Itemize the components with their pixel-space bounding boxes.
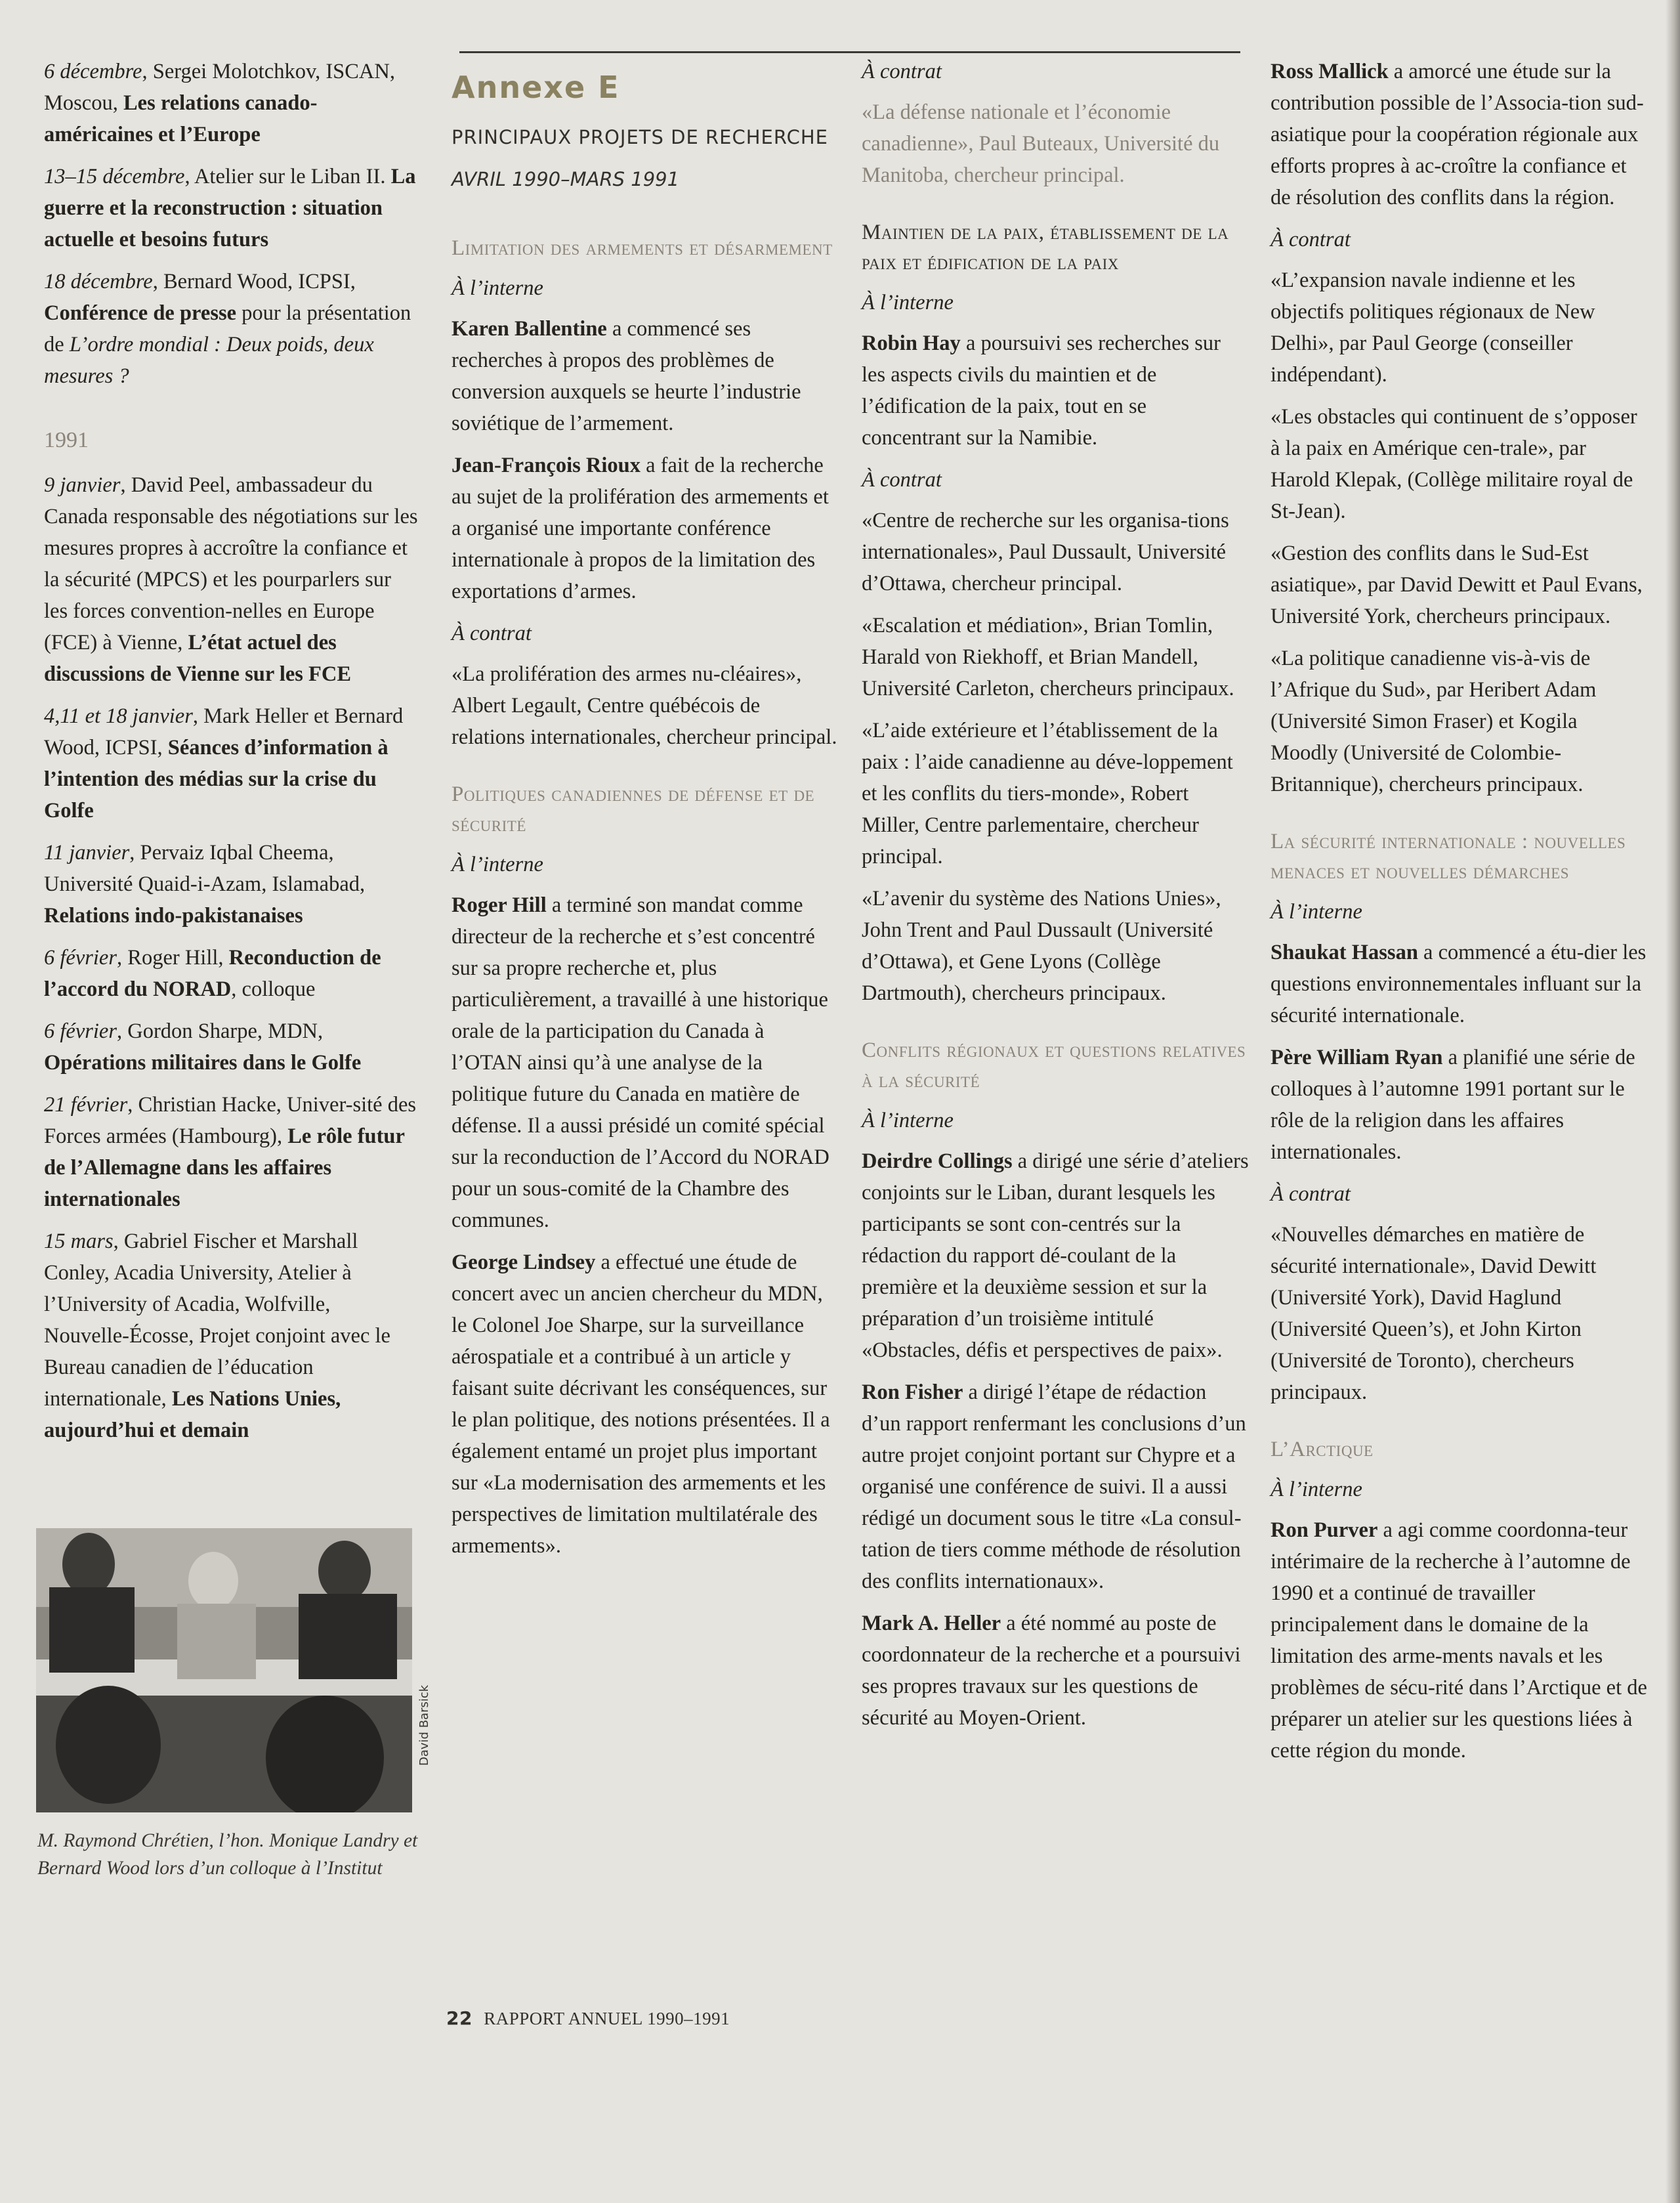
top-rule	[459, 51, 1240, 53]
entry-bold-text: Opérations militaires dans le Golfe	[44, 1051, 362, 1075]
entry-italic-text: 13–15 décembre	[44, 165, 185, 188]
entry-paragraph	[44, 266, 418, 392]
entry-bold-text: Les relations canado-américaines et l’Europe	[44, 91, 318, 146]
entry-paragraph	[1270, 56, 1650, 213]
entry-bold-text: Séances d’information à l’intention des médias sur la crise du Golfe	[44, 736, 388, 823]
entry-text: «La défense nationale et l’économie canadienne», Paul Buteaux, Université du Manitoba, chercheur principal.	[862, 100, 1220, 187]
entry-paragraph	[44, 837, 418, 931]
entry-paragraph	[452, 313, 837, 439]
entry-bold-text: Le rôle futur de l’Allemagne dans les affaires internationales	[44, 1124, 405, 1211]
entry-text: a commencé ses recherches à propos des problèmes de conversion auxquels se heurte l’industrie soviétique de l’armement.	[452, 317, 801, 435]
section-heading: Maintien de la paix, établissement de la paix et édification de la paix	[862, 221, 1229, 274]
annexe-subtitle: PRINCIPAUX PROJETS DE RECHERCHE	[452, 126, 828, 148]
footer-text: RAPPORT ANNUEL 1990–1991	[484, 2009, 730, 2028]
entry-text: , Pervaiz Iqbal Cheema, Université Quaid-i-Azam, Islamabad,	[44, 841, 366, 896]
entry-italic-text: 9 janvier	[44, 473, 121, 497]
entry-paragraph	[44, 1089, 418, 1215]
entry-paragraph	[44, 700, 418, 826]
entry-text: «Nouvelles démarches en matière de sécurité internationale», David Dewitt (Université York), David Haglund (Université Queen’s), et John Kirton (Université de Toronto), chercheurs principaux.	[1270, 1223, 1597, 1404]
entry-bold-text: Robin Hay	[862, 332, 961, 355]
entry-paragraph	[44, 1226, 418, 1446]
section-heading: Limitation des armements et désarmement	[452, 236, 833, 260]
column-events	[44, 56, 418, 1457]
entry-text: , Roger Hill,	[117, 946, 229, 970]
photo-credit: David Barsick	[417, 1684, 431, 1766]
entry-paragraph	[1270, 1514, 1650, 1766]
entry-text: «La politique canadienne vis-à-vis de l’Afrique du Sud», par Heribert Adam (Université Simon Fraser) et Kogila Moodly (Université de Colombie-Britannique), chercheurs principaux.	[1270, 647, 1597, 796]
entry-text: , Christian Hacke, Univer-sité des Forces armées (Hambourg),	[44, 1093, 417, 1148]
entry-text: «Les obstacles qui continuent de s’opposer à la paix en Amérique cen-trale», par Harold Klepak, (Collège militaire royal de St-Jean).	[1270, 405, 1637, 523]
subsection-label: À l’interne	[452, 276, 543, 300]
entry-text: a dirigé l’étape de rédaction d’un rapport renfermant les conclusions d’un autre projet conjoint portant sur Chypre et a organisé une conférence de suivi. Il a aussi rédigé un document sous le titre «La consul-tation de tiers comme méthode de résolution des conflits internationaux».	[862, 1380, 1246, 1593]
entry-bold-text: Reconduction de l’accord du NORAD	[44, 946, 381, 1001]
entry-paragraph	[44, 1016, 418, 1079]
entry-text: pour la présentation de	[44, 301, 411, 356]
subsection-label: À l’interne	[452, 853, 543, 876]
annexe-title: Annexe E	[452, 70, 620, 105]
entry-bold-text: Ron Purver	[1270, 1518, 1378, 1542]
entry-paragraph	[452, 889, 837, 1236]
section-heading: Conflits régionaux et questions relatives à la sécurité	[862, 1038, 1246, 1092]
entry-paragraph	[1270, 401, 1650, 527]
entry-paragraph	[862, 715, 1249, 872]
section-heading: Politiques canadiennes de défense et de sécurité	[452, 782, 815, 836]
entry-italic-text: 4,11 et 18 janvier	[44, 704, 193, 728]
entry-text: a dirigé une série d’ateliers conjoints sur le Liban, durant lesquels les participants se sont con-centrés sur la rédaction du rapport dé-coulant de la première et la deuxième session et sur la préparation d’un troisième intitulé «Obstacles, défis et perspectives de paix».	[862, 1149, 1249, 1362]
entry-italic-text: 6 février	[44, 946, 117, 970]
entry-paragraph	[1270, 937, 1650, 1031]
entry-paragraph	[1270, 1219, 1650, 1408]
entry-paragraph	[452, 1247, 837, 1562]
entry-bold-text: Père William Ryan	[1270, 1046, 1443, 1069]
entry-paragraph	[862, 96, 1249, 191]
entry-text: , Mark Heller et Bernard Wood, ICPSI,	[44, 704, 404, 759]
entry-paragraph	[862, 1145, 1249, 1366]
subsection-label: À l’interne	[862, 291, 954, 314]
entry-paragraph	[44, 469, 418, 690]
subsection-label: À contrat	[862, 468, 942, 492]
entry-italic-text: 15 mars	[44, 1230, 114, 1253]
entry-paragraph	[862, 610, 1249, 704]
subsection-label: À contrat	[452, 622, 532, 645]
entry-italic-text: 6 février	[44, 1019, 117, 1043]
entry-italic-text: L’ordre mondial : Deux poids, deux mesures ?	[44, 333, 374, 388]
entry-paragraph	[44, 161, 418, 255]
year-heading: 1991	[44, 428, 89, 452]
page-footer	[446, 2007, 730, 2029]
annexe-date: AVRIL 1990–MARS 1991	[452, 168, 680, 190]
entry-italic-text: 6 décembre	[44, 60, 142, 83]
entry-text: a terminé son mandat comme directeur de la recherche et s’est concentré sur sa propre recherche et, plus particulièrement, a travaillé à une historique orale de la participation du Canada à l’OTAN ainsi qu’à une analyse de la politique future du Canada en matière de défense. Il a aussi présidé un comité spécial sur la reconduction de l’Accord du NORAD pour un sous-comité de la Chambre des communes.	[452, 893, 830, 1232]
entry-paragraph	[1270, 643, 1650, 800]
entry-text: «La prolifération des armes nu-cléaires», Albert Legault, Centre québécois de relations internationales, chercheur principal.	[452, 662, 837, 749]
entry-text: «L’avenir du système des Nations Unies», John Trent and Paul Dussault (Université d’Ottawa), et Gene Lyons (Collège Dartmouth), chercheurs principaux.	[862, 887, 1221, 1005]
entry-text: , David Peel, ambassadeur du Canada responsable des négotiations sur les mesures propres à accroître la confiance et la sécurité (MPCS) et les pourparlers sur les forces convention-nelles en Europe (FCE) à Vienne,	[44, 473, 418, 654]
entry-paragraph	[862, 1377, 1249, 1597]
entry-bold-text: Mark A. Heller	[862, 1612, 1001, 1635]
entry-paragraph	[44, 56, 418, 150]
entry-paragraph	[862, 883, 1249, 1009]
subsection-label: À l’interne	[862, 1109, 954, 1132]
entry-paragraph	[452, 450, 837, 607]
entry-text: , Sergei Molotchkov, ISCAN, Moscou,	[44, 60, 395, 115]
entry-text: «L’expansion navale indienne et les objectifs politiques régionaux de New Delhi», par Paul George (conseiller indépendant).	[1270, 268, 1595, 387]
subsection-label: À l’interne	[1270, 900, 1362, 924]
entry-text: a amorcé une étude sur la contribution possible de l’Associa-tion sud-asiatique pour la coopération régionale aux efforts propres à ac-croître la confiance et de résolution des conflits dans la région.	[1270, 60, 1644, 209]
colloquium-photo	[36, 1528, 412, 1812]
entry-bold-text: Karen Ballentine	[452, 317, 607, 341]
entry-text: «Escalation et médiation», Brian Tomlin, Harald von Riekhoff, et Brian Mandell, Université Carleton, chercheurs principaux.	[862, 614, 1234, 700]
column-annexe	[452, 56, 837, 1572]
entry-paragraph	[1270, 538, 1650, 632]
entry-paragraph	[452, 658, 837, 753]
entry-text: «Centre de recherche sur les organisa-tions internationales», Paul Dussault, Université d’Ottawa, chercheur principal.	[862, 509, 1229, 595]
subsection-label: À contrat	[862, 60, 942, 83]
entry-text: , Atelier sur le Liban II.	[184, 165, 391, 188]
entry-bold-text: Les Nations Unies, aujourd’hui et demain	[44, 1387, 341, 1442]
entry-bold-text: George Lindsey	[452, 1251, 596, 1274]
entry-paragraph	[1270, 265, 1650, 391]
entry-bold-text: Shaukat Hassan	[1270, 941, 1418, 964]
entry-text: «L’aide extérieure et l’établissement de la paix : l’aide canadienne au déve-loppement et les conflits du tiers-monde», Robert Miller, Centre parlementaire, chercheur principal.	[862, 719, 1233, 868]
subsection-label: À contrat	[1270, 1182, 1351, 1206]
entry-paragraph	[862, 505, 1249, 599]
entry-text: , Bernard Wood, ICPSI,	[152, 270, 356, 293]
column-research-2	[862, 56, 1249, 1744]
entry-paragraph	[44, 942, 418, 1005]
page-spine-shadow	[1666, 0, 1680, 2203]
entry-text: , Gordon Sharpe, MDN,	[117, 1019, 324, 1043]
entry-bold-text: Ron Fisher	[862, 1380, 963, 1404]
entry-paragraph	[862, 1608, 1249, 1734]
page-number: 22	[446, 2007, 472, 2029]
entry-paragraph	[1270, 1042, 1650, 1168]
entry-text: a commencé a étu-dier les questions environnementales influant sur la sécurité internationale.	[1270, 941, 1647, 1027]
entry-italic-text: 21 février	[44, 1093, 128, 1117]
entry-text: a été nommé au poste de coordonnateur de la recherche et a poursuivi ses propres travaux sur les questions de sécurité au Moyen-Orient.	[862, 1612, 1241, 1730]
entry-text: «Gestion des conflits dans le Sud-Est asiatique», par David Dewitt et Paul Evans, Université York, chercheurs principaux.	[1270, 542, 1643, 628]
photo-caption: M. Raymond Chrétien, l’hon. Monique Landry et Bernard Wood lors d’un colloque à l’Institut	[37, 1830, 418, 1879]
entry-bold-text: Deirdre Collings	[862, 1149, 1013, 1173]
section-heading: L’Arctique	[1270, 1438, 1374, 1461]
entry-italic-text: 11 janvier	[44, 841, 130, 865]
entry-bold-text: Relations indo-pakistanaises	[44, 904, 303, 928]
entry-bold-text: La guerre et la reconstruction : situation actuelle et besoins futurs	[44, 165, 416, 251]
subsection-label: À l’interne	[1270, 1478, 1362, 1501]
column-research-3	[1270, 56, 1650, 1777]
entry-text: a poursuivi ses recherches sur les aspects civils du maintien et de l’édification de la paix, tout en se concentrant sur la Namibie.	[862, 332, 1221, 450]
entry-bold-text: L’état actuel des discussions de Vienne sur les FCE	[44, 631, 352, 686]
entry-bold-text: Roger Hill	[452, 893, 547, 917]
entry-paragraph	[862, 328, 1249, 454]
entry-italic-text: 18 décembre	[44, 270, 153, 293]
entry-text: a planifié une série de colloques à l’automne 1991 portant sur le rôle de la religion dans les affaires internationales.	[1270, 1046, 1635, 1164]
subsection-label: À contrat	[1270, 228, 1351, 251]
entry-bold-text: Conférence de presse	[44, 301, 237, 325]
section-heading: La sécurité internationale : nouvelles menaces et nouvelles démarches	[1270, 830, 1626, 884]
entry-text: , Gabriel Fischer et Marshall Conley, Acadia University, Atelier à l’University of Acadia, Wolfville, Nouvelle-Écosse, Projet conjoint avec le Bureau canadien de l’éducation internationale,	[44, 1230, 390, 1411]
entry-text: a effectué une étude de concert avec un ancien chercheur du MDN, le Colonel Joe Sharpe, sur la surveillance aérospatiale et a contribué à un article y faisant suite décrivant les conséquences, sur le plan politique, des notions présentées. Il a également entamé un projet plus important sur «La modernisation des armements et les perspectives de limitation multilatérale des armements».	[452, 1251, 830, 1558]
entry-bold-text: Ross Mallick	[1270, 60, 1389, 83]
entry-bold-text: Jean-François Rioux	[452, 454, 640, 477]
entry-text: a agi comme coordonna-teur intérimaire de la recherche à l’automne de 1990 et a continué de travailler principalement dans le domaine de la limitation des arme-ments navals et les problèmes de sécu-rité dans l’Arctique et de préparer un atelier sur les questions liées à cette région du monde.	[1270, 1518, 1647, 1763]
entry-text: a fait de la recherche au sujet de la prolifération des armements et a organisé une importante conférence internationale à propos de la limitation des exportations d’armes.	[452, 454, 829, 603]
entry-text: , colloque	[231, 977, 316, 1001]
column-annexe-body	[452, 233, 837, 1562]
